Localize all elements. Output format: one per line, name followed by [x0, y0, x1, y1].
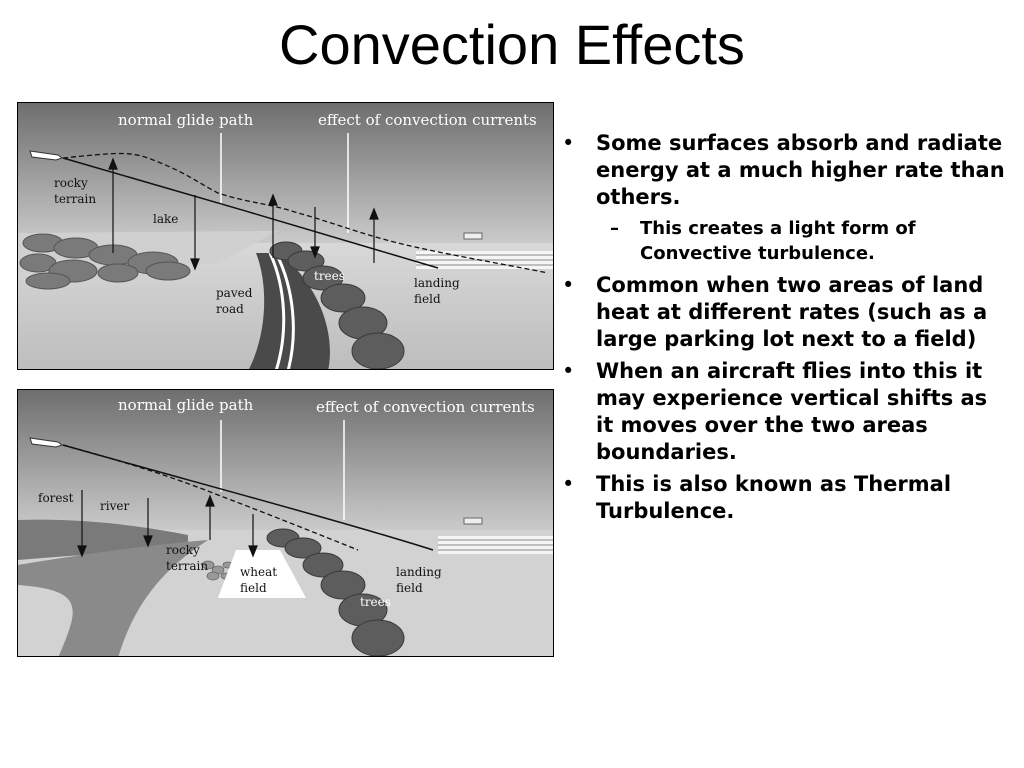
bullet-item [560, 358, 1010, 466]
label-paved-road-1: paved [216, 286, 253, 300]
label-river: river [100, 499, 130, 513]
label-forest: forest [38, 491, 74, 505]
bullet-mark: • [562, 472, 575, 496]
slide-title: Convection Effects [279, 13, 745, 76]
bullet-text-4: This is also known as Thermal Turbulence. [596, 472, 952, 523]
label-wheat-field-1: wheat [240, 565, 278, 579]
label-rocky-terrain-1: rocky [54, 176, 88, 190]
sub-bullet-item [560, 216, 1010, 266]
diagram-bottom-heading-left: normal glide path [118, 396, 254, 414]
label-landing-field-2: field [396, 581, 423, 595]
diagram-bottom-heading-right: effect of convection currents [316, 398, 535, 416]
diagram-top-heading-right: effect of convection currents [318, 111, 537, 129]
label-rocky-terrain-2: terrain [54, 192, 97, 206]
label-rocky-terrain-1: rocky [166, 543, 200, 557]
label-trees: trees [314, 269, 345, 283]
label-wheat-field-2: field [240, 581, 267, 595]
bullet-mark: • [562, 273, 575, 297]
label-landing-field-1: landing [414, 276, 460, 290]
bullet-list [560, 130, 1010, 530]
label-trees: trees [360, 595, 391, 609]
convection-diagram-bottom [17, 389, 554, 657]
convection-diagram-top [17, 102, 554, 370]
bullet-text-2: Common when two areas of land heat at different rates (such as a large parking lot next to a field) [596, 273, 988, 351]
label-rocky-terrain-2: terrain [166, 559, 209, 573]
bullet-item [560, 272, 1010, 353]
bullet-item [560, 471, 1010, 525]
dash-mark: – [610, 218, 619, 239]
bullet-mark: • [562, 359, 575, 383]
bullet-text-3: When an aircraft flies into this it may experience vertical shifts as it moves over the two areas boundaries. [596, 359, 988, 464]
label-landing-field-2: field [414, 292, 441, 306]
label-lake: lake [153, 212, 179, 226]
bullet-mark: • [562, 131, 575, 155]
label-paved-road-2: road [216, 302, 244, 316]
diagram-top-heading-left: normal glide path [118, 111, 254, 129]
bullet-item [560, 130, 1010, 211]
label-landing-field-1: landing [396, 565, 442, 579]
bullet-text-1: Some surfaces absorb and radiate energy at a much higher rate than others. [596, 131, 1005, 209]
sub-bullet-text-1: This creates a light form of Convective turbulence. [640, 218, 916, 264]
